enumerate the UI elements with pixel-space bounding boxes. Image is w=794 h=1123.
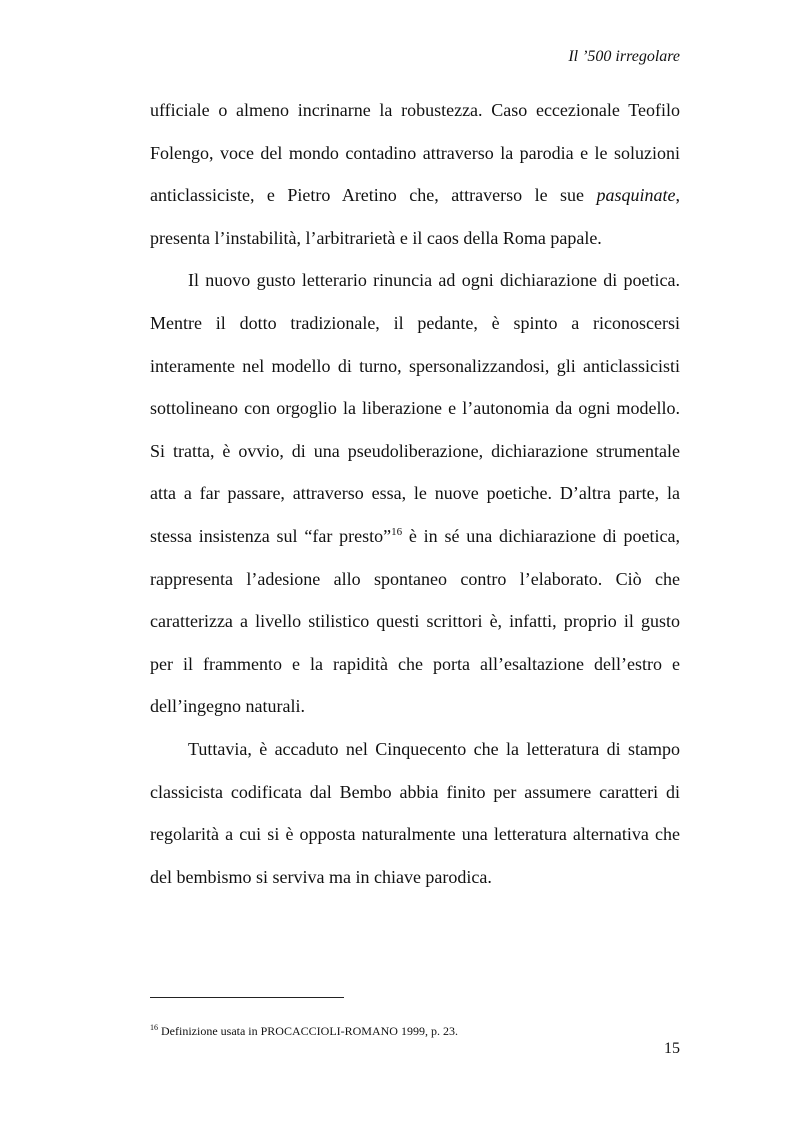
footnote-number: 16 (150, 1023, 158, 1032)
paragraph-1 (150, 89, 680, 259)
footnote (150, 1024, 458, 1039)
paragraph-1-italic-term: pasquinate (596, 185, 676, 206)
footnote-reference[interactable]: 16 (391, 525, 403, 538)
paragraph-1-text-end: , presenta l’instabilità, l’arbitrarietà e il caos della Roma papale. (150, 185, 680, 248)
paragraph-1-text: ufficiale o almeno incrinarne la robustezza. Caso eccezionale Teofilo Folengo, voce del mondo contadino attraverso la parodia e le soluzioni anticlassiciste, e Pietro Aretino che, attraverso le sue (150, 100, 680, 206)
paragraph-2-text-end: è in sé una dichiarazione di poetica, rappresenta l’adesione allo spontaneo contro l’elaborato. Ciò che caratterizza a livello stilistico questi scrittori è, infatti, proprio il gusto per il frammento e la rapidità che porta all’esaltazione dell’estro e dell’ingegno naturali. (150, 525, 680, 717)
paragraph-2-text: Il nuovo gusto letterario rinuncia ad ogni dichiarazione di poetica. Mentre il dotto tradizionale, il pedante, è spinto a riconoscersi interamente nel modello di turno, spersonalizzandosi, gli anticlassicisti sottolineano con orgoglio la liberazione e l’autonomia da ogni modello. Si tratta, è ovvio, di una pseudoliberazione, dichiarazione strumentale atta a far passare, attraverso essa, le nuove poetiche. D’altra parte, la stessa insistenza sul “far presto” (150, 270, 680, 546)
body-text (150, 89, 680, 898)
paragraph-2 (150, 259, 680, 728)
running-header: Il ’500 irregolare (568, 48, 680, 65)
footnote-text: Definizione usata in PROCACCIOLI-ROMANO 1999, p. 23. (158, 1024, 458, 1038)
footnote-divider (150, 997, 344, 998)
page-number: 15 (664, 1040, 680, 1057)
paragraph-3: Tuttavia, è accaduto nel Cinquecento che la letteratura di stampo classicista codificata dal Bembo abbia finito per assumere caratteri di regolarità a cui si è opposta naturalmente una letteratura alternativa che del bembismo si serviva ma in chiave parodica. (150, 738, 680, 887)
